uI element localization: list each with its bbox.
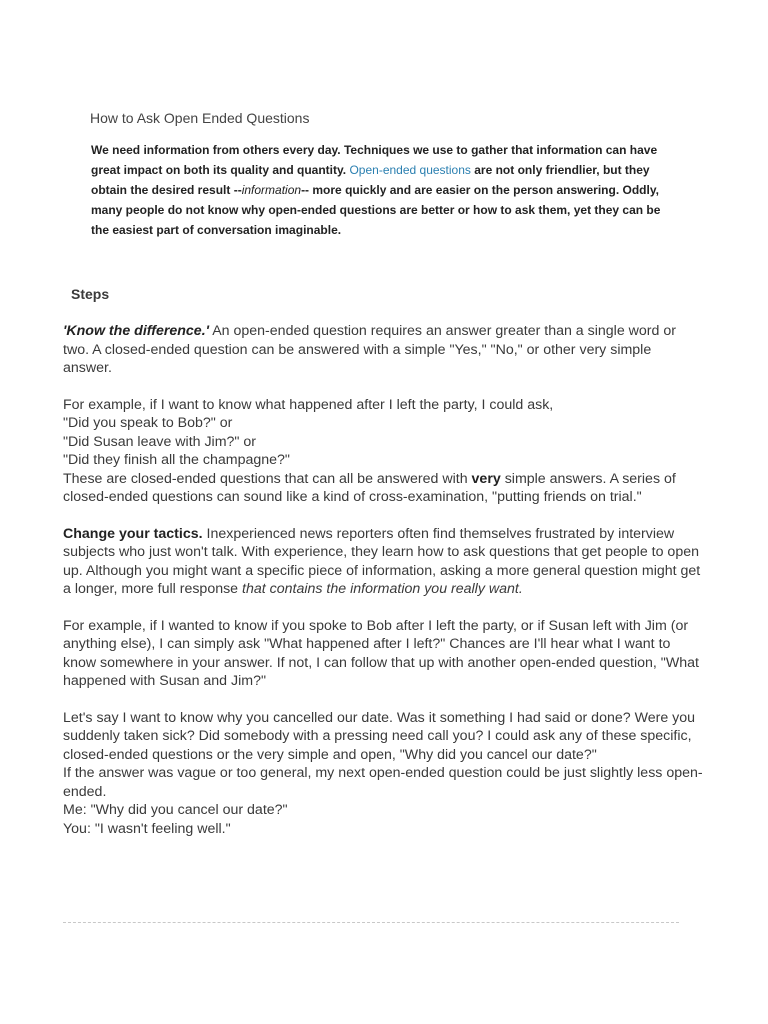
intro-italic-information: information bbox=[241, 183, 302, 197]
step1-paragraph bbox=[63, 322, 703, 378]
intro-text-3: -- more quickly and are easier on the person answering. Oddly, many people do not know why open-ended questions are better or how to ask them, yet they can be the easiest part of conversation imaginable. bbox=[91, 183, 661, 237]
step2-lead: Change your tactics. bbox=[63, 525, 203, 542]
step2-date-example bbox=[63, 709, 703, 839]
step1-closing-b: simple answers. A series of closed-ended questions can sound like a kind of cross-examination, "putting friends on trial." bbox=[63, 470, 676, 505]
step1-question-2: "Did Susan leave with Jim?" or bbox=[63, 433, 257, 450]
step2-paragraph bbox=[63, 525, 703, 599]
step1-question-3: "Did they finish all the champagne?" bbox=[63, 452, 290, 468]
step1-text: An open-ended question requires an answer greater than a single word or two. A closed-ended question can be answered with a simple "Yes," "No," or other very simple answer. bbox=[63, 323, 676, 376]
open-ended-questions-link[interactable]: Open-ended questions bbox=[349, 163, 471, 177]
step1-closing-bold: very bbox=[471, 470, 501, 487]
step1-example-intro: For example, if I want to know what happened after I left the party, I could ask, bbox=[63, 396, 554, 413]
document-title: How to Ask Open Ended Questions bbox=[90, 110, 310, 126]
intro-text-1: We need information from others every day. Techniques we use to gather that information can have great impact on both its quality and quantity. bbox=[91, 143, 658, 177]
step1-lead: 'Know the difference.' bbox=[63, 323, 210, 339]
intro-paragraph bbox=[91, 140, 681, 240]
intro-text-2: are not only friendlier, but they obtain the desired result -- bbox=[91, 163, 650, 197]
steps-body bbox=[63, 322, 703, 838]
dashed-divider bbox=[63, 922, 679, 923]
step2-text: Inexperienced news reporters often find themselves frustrated by interview subjects who just won't talk. With experience, they learn how to ask questions that get people to open up. Although you might want a specific piece of information, asking a more general question might get a longer, more full response bbox=[63, 525, 701, 597]
step1-question-1: "Did you speak to Bob?" or bbox=[63, 415, 233, 431]
step1-example bbox=[63, 396, 703, 507]
step2-date-text: Let's say I want to know why you cancelled our date. Was it something I had said or done? Were you suddenly taken sick? Did somebody with a pressing need call you? I could ask any of these specific, closed-ended questions or the very simple and open, "Why did you cancel our date?" bbox=[63, 709, 696, 763]
steps-heading: Steps bbox=[71, 286, 110, 302]
step2-example: For example, if I wanted to know if you spoke to Bob after I left the party, or if Susan left with Jim (or anything else), I can simply ask "What happened after I left?" Chances are I'll hear what I want to know somewhere in your answer. If not, I can follow that up with another open-ended question, "What happened with Susan and Jim?" bbox=[63, 617, 699, 689]
step2-italic: that contains the information you really want. bbox=[242, 581, 523, 597]
dialogue-you: You: "I wasn't feeling well." bbox=[63, 820, 231, 837]
step1-closing-a: These are closed-ended questions that can all be answered with bbox=[63, 470, 468, 487]
step2-followup: If the answer was vague or too general, my next open-ended question could be just slightly less open-ended. bbox=[63, 765, 703, 800]
dialogue-me: Me: "Why did you cancel our date?" bbox=[63, 802, 288, 818]
